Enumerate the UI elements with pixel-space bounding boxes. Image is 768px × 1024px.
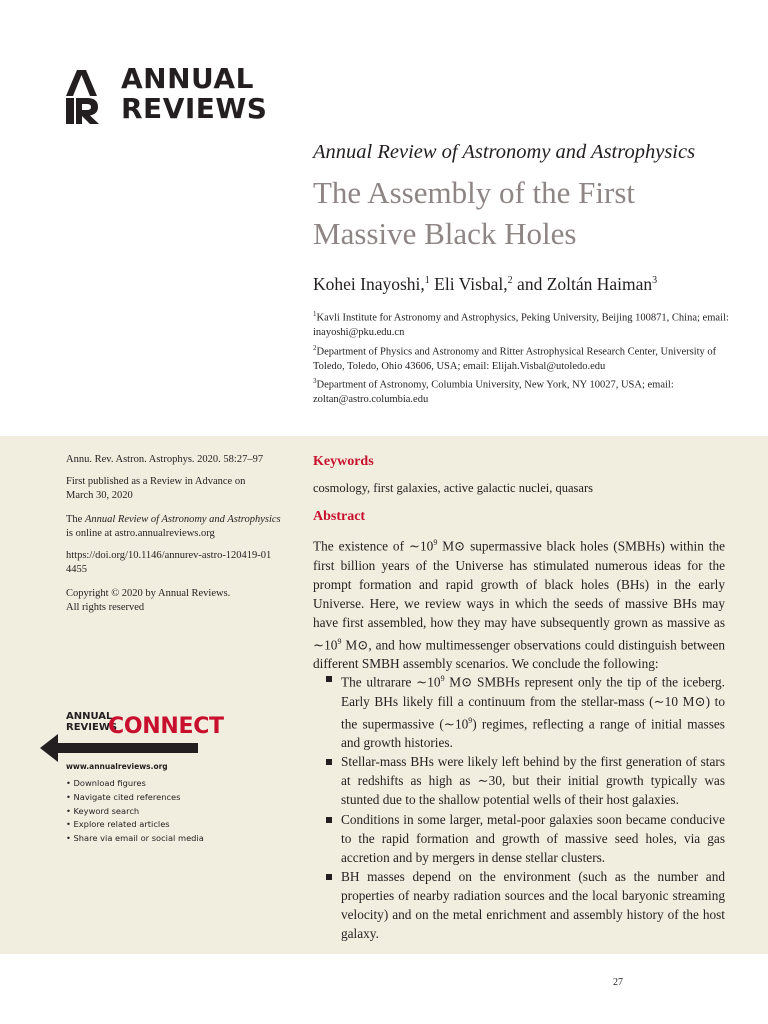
abstract-heading: Abstract <box>313 509 366 524</box>
affiliation-text: Kavli Institute for Astronomy and Astrophysics, Peking University, Beijing 100871, China; email: inayoshi@pku.edu.cn <box>313 312 729 338</box>
connect-word: CONNECT <box>108 714 224 739</box>
online-suffix: is online at astro.annualreviews.org <box>66 527 215 539</box>
connect-label-line2: REVIEWS <box>66 721 118 733</box>
affiliation-mark: 2 <box>313 344 317 352</box>
author-affil-mark: 1 <box>424 275 430 287</box>
abstract-text: M⊙ supermassive black holes (SMBHs) within the first billion years of the Universe has stimulated numerous ideas for the prompt formation and rapid growth of black holes (BHs) in the early Universe. Here, we review ways in which the seeds of massive BHs may have first assembled, how they may have subsequently grown as massive as ∼10 <box>313 538 725 653</box>
author-list <box>313 274 657 295</box>
bullet-text: The ultrarare ∼10 <box>341 674 441 690</box>
affiliation <box>313 341 733 375</box>
logo-line2: REVIEWS <box>121 92 268 125</box>
annual-reviews-connect <box>40 711 224 852</box>
keywords-text: cosmology, first galaxies, active galactic nuclei, quasars <box>313 481 593 495</box>
author-name: and Zoltán Haiman <box>512 274 653 294</box>
list-item <box>326 867 725 943</box>
abstract-text: M⊙, and how multimessenger observations could distinguish between different SMBH assembly scenarios. We conclude the following: <box>313 637 725 672</box>
square-bullet-icon <box>326 874 332 880</box>
author-name: Kohei Inayoshi, <box>313 274 425 294</box>
conclusion-list <box>326 669 725 943</box>
rights: All rights reserved <box>66 602 145 613</box>
logo-line1: ANNUAL <box>121 62 254 95</box>
connect-url[interactable]: www.annualreviews.org <box>66 762 168 771</box>
affiliation-text: Department of Physics and Astronomy and Ritter Astrophysical Research Center, University of Toledo, Toledo, Ohio 43606, USA; email: Elijah.Visbal@utoledo.edu <box>313 346 717 372</box>
affiliation-mark: 1 <box>313 310 317 318</box>
exponent: 9 <box>337 636 342 646</box>
affiliation-mark: 3 <box>313 377 317 385</box>
exponent: 9 <box>440 674 445 683</box>
ar-monogram-icon <box>66 70 100 124</box>
bullet-text: ) regimes, reflecting a range of initial masses and growth histories. <box>341 716 725 751</box>
author-affil-mark: 3 <box>652 275 658 287</box>
abstract-text: The existence of ∼10 <box>313 538 434 554</box>
exponent: 9 <box>433 538 438 547</box>
list-item <box>326 810 725 867</box>
author-affil-mark: 2 <box>507 275 513 287</box>
citation: Annu. Rev. Astron. Astrophys. 2020. 58:27–97 <box>66 454 264 465</box>
affiliation-text: Department of Astronomy, Columbia University, New York, NY 10027, USA; email: zoltan@astro.columbia.edu <box>313 379 674 405</box>
online-prefix: The <box>66 514 83 525</box>
affiliation <box>313 374 733 408</box>
list-item <box>326 752 725 809</box>
list-item: • Navigate cited references <box>66 791 204 805</box>
connect-feature-list <box>66 777 204 846</box>
square-bullet-icon <box>326 817 332 823</box>
doi-link[interactable]: https://doi.org/10.1146/annurev-astro-120419-014455 <box>66 550 272 575</box>
logo-wordmark <box>121 64 267 124</box>
bullet-text: M⊙ SMBHs represent only the tip of the iceberg. Early BHs likely fill a continuum from the stellar-mass (∼10 M⊙) to the supermassive (∼10 <box>341 674 725 732</box>
page-number: 27 <box>613 977 623 988</box>
affiliation <box>313 307 733 341</box>
online-notice <box>66 513 286 540</box>
connect-label-line1: ANNUAL <box>66 711 113 722</box>
list-item: • Download figures <box>66 777 204 791</box>
list-item <box>326 669 725 752</box>
abstract-paragraph <box>313 533 725 674</box>
first-published: First published as a Review in Advance on March 30, 2020 <box>66 476 246 501</box>
bullet-text: Conditions in some larger, metal-poor galaxies soon became conducive to the rapid formation and growth of massive seed holes, via gas accretion and by mergers in dense stellar clusters. <box>341 811 725 865</box>
list-item: • Share via email or social media <box>66 832 204 846</box>
copyright: Copyright © 2020 by Annual Reviews. <box>66 588 231 599</box>
square-bullet-icon <box>326 759 332 765</box>
bullet-text: Stellar-mass BHs were likely left behind by the first generation of stars at redshifts as high as ∼30, but their initial growth typically was stunted due to the shallow potential wells of their host galaxies. <box>341 754 725 808</box>
arrow-left-icon <box>40 734 198 762</box>
keywords-heading: Keywords <box>313 454 374 469</box>
author-name: Eli Visbal, <box>429 274 508 294</box>
article-title: The Assembly of the First Massive Black Holes <box>313 175 636 251</box>
square-bullet-icon <box>326 676 332 682</box>
journal-name: Annual Review of Astronomy and Astrophysics <box>313 141 696 163</box>
list-item: • Keyword search <box>66 805 204 819</box>
online-journal: Annual Review of Astronomy and Astrophysics <box>84 514 281 525</box>
list-item: • Explore related articles <box>66 818 204 832</box>
exponent: 9 <box>468 715 473 725</box>
bullet-text: BH masses depend on the environment (such as the number and properties of nearby radiation sources and the local baryonic streaming velocity) and on the metal enrichment and assembly history of the host galaxy. <box>341 868 725 942</box>
